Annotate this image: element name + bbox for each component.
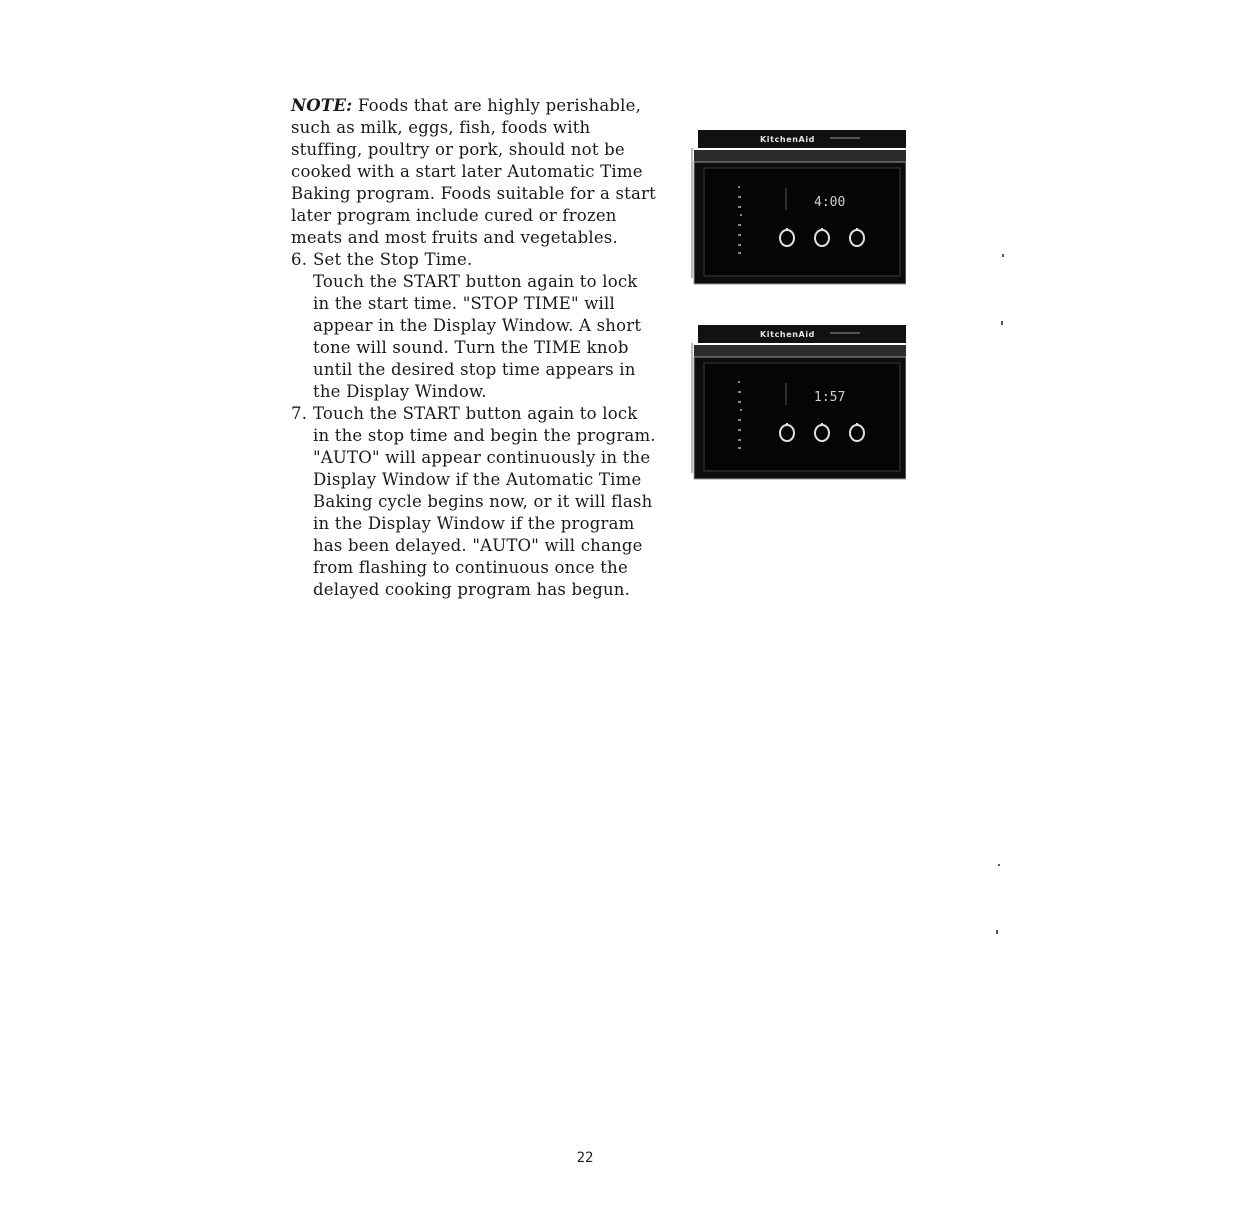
step-number: 7. (291, 404, 308, 423)
step-body: Touch the START button again to lock in the stop time and begin the program. "AUTO" will appear continuously in the Display Window if the Automatic Time Baking cycle begins now, or it will flash in the Display Window if the program has been delayed. "AUTO" will change from flashing to continuous once the delayed cooking program has begun. (313, 404, 656, 599)
note-text: Foods that are highly perishable, such as milk, eggs, fish, foods with stuffing, poultry or pork, should not be cooked with a start later Automatic Time Baking program. Foods suitable for a start later program include cured or frozen meats and most fruits and vegetables. (291, 96, 656, 247)
scan-speck (996, 930, 998, 934)
page-number: 22 (576, 1150, 594, 1166)
panel-time-display: 1:57 (814, 390, 846, 405)
oven-control-panel-photo (690, 323, 906, 481)
note-label: NOTE: (291, 96, 353, 115)
step-body: Touch the START button again to lock in the start time. "STOP TIME" will appear in the Display Window. A short tone will sound. Turn the TIME knob until the desired stop time appears in the Display Window. (313, 272, 642, 401)
step-number: 6. (291, 250, 308, 269)
step-7 (291, 403, 656, 601)
step-title: Set the Stop Time. (313, 250, 473, 269)
scan-speck (1002, 254, 1004, 257)
panel-brand-logo: KitchenAid (760, 330, 815, 339)
note-paragraph (291, 95, 656, 249)
oven-control-panel-photo (690, 128, 906, 286)
step-6 (291, 249, 656, 403)
instruction-text-column (291, 95, 656, 601)
scan-speck (1001, 321, 1003, 325)
scan-speck (998, 864, 1000, 866)
panel-time-display: 4:00 (814, 195, 846, 210)
panel-brand-logo: KitchenAid (760, 135, 815, 144)
